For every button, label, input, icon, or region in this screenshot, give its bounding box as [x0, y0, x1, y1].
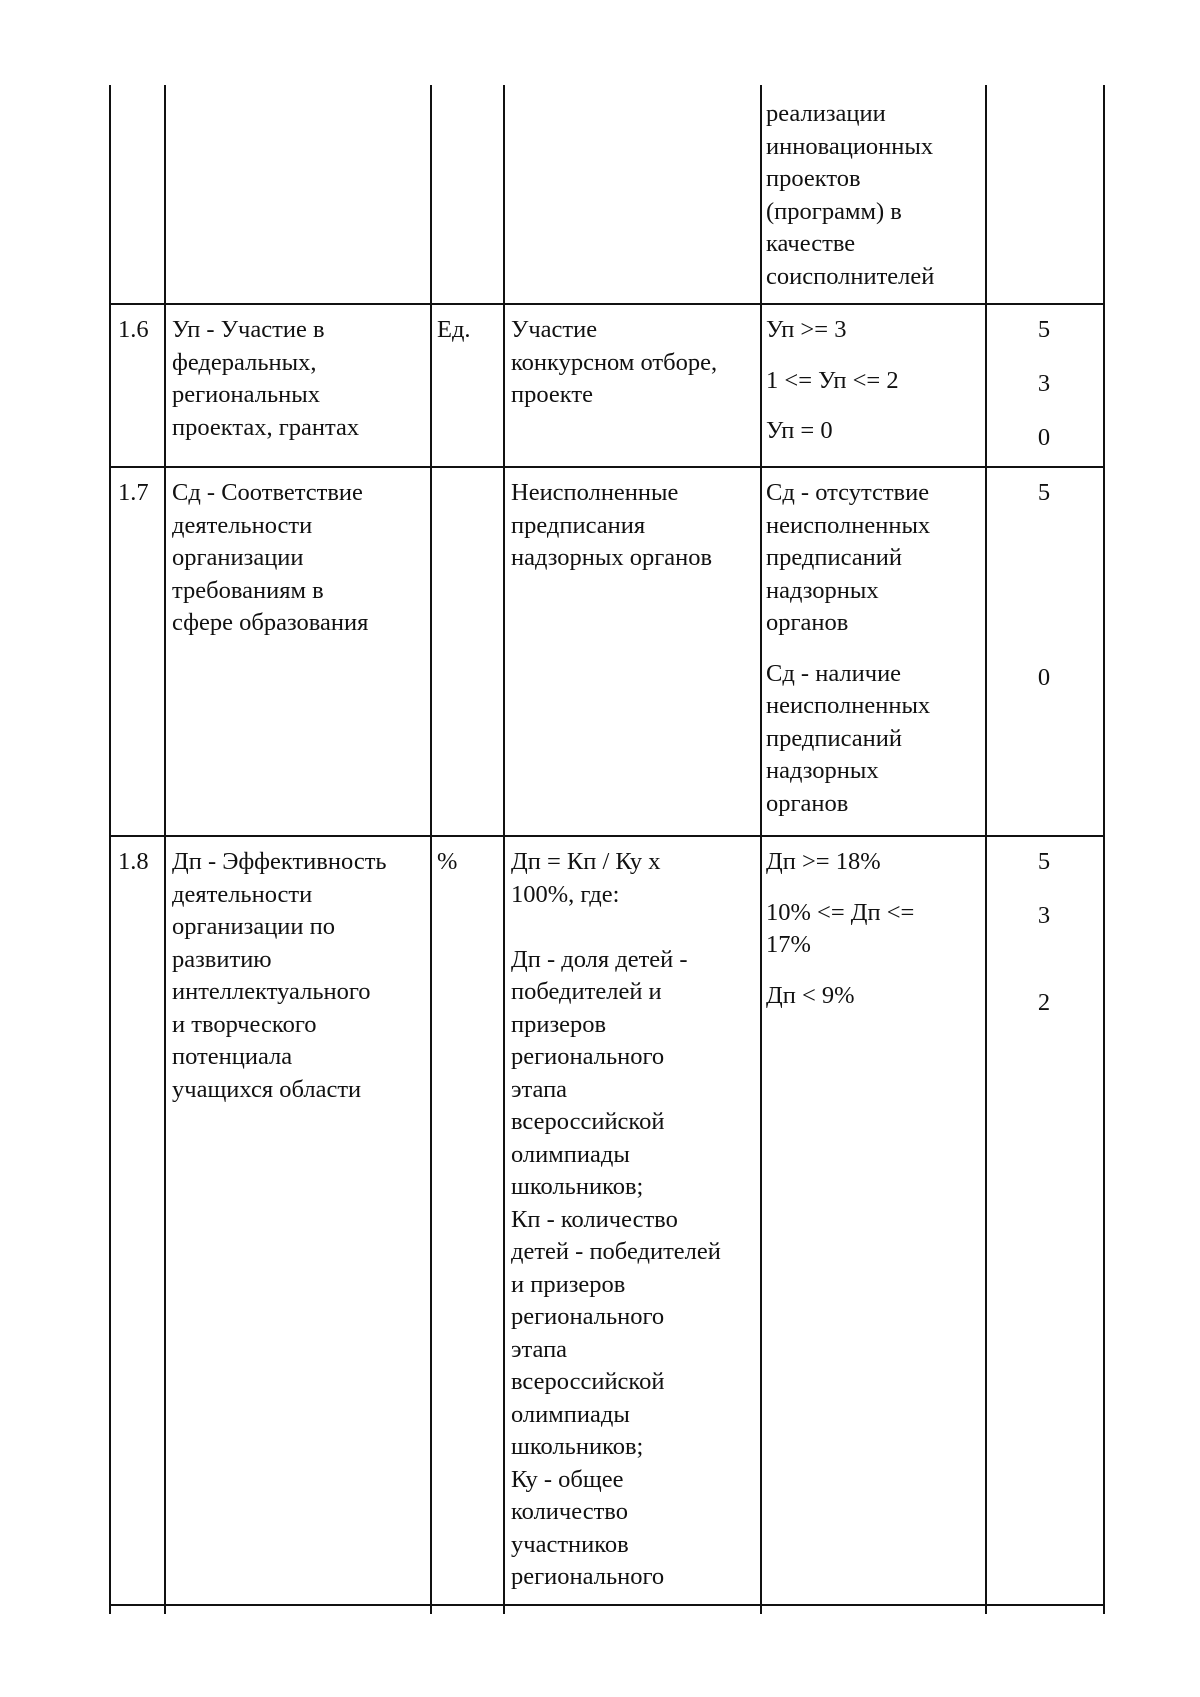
method-cell [511, 477, 712, 575]
criteria-line: (программ) в [766, 197, 902, 225]
row-divider-1-6 [109, 303, 1105, 305]
indicator-line: потенциала [172, 1043, 293, 1070]
method-line: регионального [511, 1303, 665, 1330]
score-value: 5 [1037, 316, 1051, 343]
criteria-cell [766, 314, 899, 466]
method-line: школьников; [511, 1433, 644, 1460]
table-divider-criteria [985, 85, 987, 1614]
method-line-blank [511, 911, 721, 944]
criteria-line: 1 <= Уп <= 2 [766, 366, 899, 394]
method-line: 100%, где: [511, 880, 620, 908]
criteria-line: Сд - отсутствие [766, 479, 930, 506]
criteria-line: неисполненных [766, 692, 931, 719]
criteria-item [766, 365, 899, 398]
indicator-line: организации [172, 544, 304, 571]
method-line: конкурсном отборе, [511, 348, 718, 376]
method-cell [511, 314, 717, 412]
score-value: 0 [1037, 664, 1051, 691]
method-line: олимпиады [511, 1400, 630, 1428]
criteria-line: неисполненных [766, 511, 931, 539]
table-border-left [109, 85, 111, 1614]
method-line: проекте [511, 381, 593, 408]
criteria-line: Уп = 0 [766, 417, 833, 444]
criteria-line: качестве [766, 230, 856, 257]
criteria-line: Дп < 9% [766, 981, 855, 1009]
indicator-line: сфере образования [172, 609, 369, 636]
row-divider-1-7 [109, 466, 1105, 468]
criteria-line: соисполнителей [766, 262, 935, 290]
unit-cell: Ед. [437, 316, 471, 343]
method-line: регионального [511, 1563, 665, 1590]
method-line: всероссийской [511, 1108, 665, 1135]
criteria-line: проектов [766, 165, 861, 192]
row-number: 1.6 [118, 316, 149, 343]
method-line: школьников; [511, 1173, 644, 1200]
criteria-line: 17% [766, 931, 811, 958]
criteria-line: Сд - наличие [766, 659, 902, 687]
criteria-line: реализации [766, 100, 886, 127]
indicator-cell [172, 314, 359, 444]
indicator-line: требованиям в [172, 576, 324, 604]
score-value: 3 [1037, 370, 1051, 397]
criteria-line: предписаний [766, 724, 902, 752]
criteria-item [766, 477, 930, 640]
continuation-criteria-cell [766, 98, 934, 293]
method-cell [511, 846, 721, 1594]
method-line: всероссийской [511, 1368, 665, 1395]
table-border-bottom [109, 1604, 1105, 1606]
criteria-line: надзорных [766, 576, 879, 604]
method-line: Ку - общее [511, 1465, 624, 1493]
score-value: 5 [1037, 479, 1051, 506]
criteria-item [766, 897, 914, 962]
indicator-line: интеллектуального [172, 978, 371, 1005]
method-line: Неисполненные [511, 479, 679, 506]
method-line: и призеров [511, 1270, 626, 1298]
criteria-item [766, 415, 899, 448]
indicator-line: учащихся области [172, 1075, 362, 1103]
criteria-cell [766, 477, 930, 838]
criteria-line: предписаний [766, 544, 902, 571]
indicator-cell [172, 477, 368, 640]
indicator-line: Дп - Эффективность [172, 848, 387, 875]
indicator-cell [172, 846, 387, 1106]
method-line: Кп - количество [511, 1205, 678, 1233]
method-line: регионального [511, 1043, 665, 1070]
indicator-line: региональных [172, 381, 320, 408]
indicator-line: проектах, грантах [172, 413, 360, 441]
row-number: 1.8 [118, 848, 149, 875]
criteria-line: надзорных [766, 757, 879, 784]
method-line: Дп = Кп / Ку x [511, 848, 661, 875]
method-line: победителей и [511, 978, 662, 1005]
method-line: Дп - доля детей - [511, 945, 688, 973]
indicator-line: Сд - Соответствие [172, 479, 363, 506]
criteria-item [766, 980, 914, 1013]
table-divider-method [760, 85, 762, 1614]
method-line: надзорных органов [511, 544, 713, 571]
method-line: детей - победителей [511, 1238, 721, 1265]
method-line: олимпиады [511, 1140, 630, 1168]
method-line: этапа [511, 1335, 568, 1363]
criteria-line: Уп >= 3 [766, 316, 847, 343]
indicator-line: и творческого [172, 1010, 317, 1038]
table-divider-num [164, 85, 166, 1614]
criteria-cell [766, 846, 914, 1030]
table-border-right [1103, 85, 1105, 1614]
indicator-line: развитию [172, 945, 272, 973]
indicator-line: организации по [172, 913, 336, 940]
row-number: 1.7 [118, 479, 149, 506]
criteria-item [766, 846, 914, 879]
row-divider-1-8 [109, 835, 1105, 837]
method-line: предписания [511, 511, 646, 539]
method-line: этапа [511, 1075, 568, 1103]
score-value: 5 [1037, 848, 1051, 875]
method-line: Участие [511, 316, 598, 343]
score-value: 0 [1037, 424, 1051, 451]
table-divider-indicator [430, 85, 432, 1614]
score-value: 3 [1037, 902, 1051, 929]
method-line: участников [511, 1530, 629, 1558]
criteria-line: Дп >= 18% [766, 848, 881, 875]
criteria-item [766, 314, 899, 347]
criteria-item [766, 658, 930, 821]
indicator-line: федеральных, [172, 348, 317, 376]
method-line: призеров [511, 1010, 607, 1038]
criteria-line: инновационных [766, 132, 934, 160]
table-divider-unit [503, 85, 505, 1614]
indicator-line: деятельности [172, 511, 313, 539]
unit-cell: % [437, 848, 458, 875]
indicator-line: деятельности [172, 880, 313, 908]
indicator-line: Уп - Участие в [172, 316, 325, 343]
criteria-line: органов [766, 609, 849, 636]
criteria-line: органов [766, 789, 849, 817]
criteria-line: 10% <= Дп <= [766, 898, 915, 926]
method-line: количество [511, 1498, 628, 1525]
score-value: 2 [1037, 989, 1051, 1016]
